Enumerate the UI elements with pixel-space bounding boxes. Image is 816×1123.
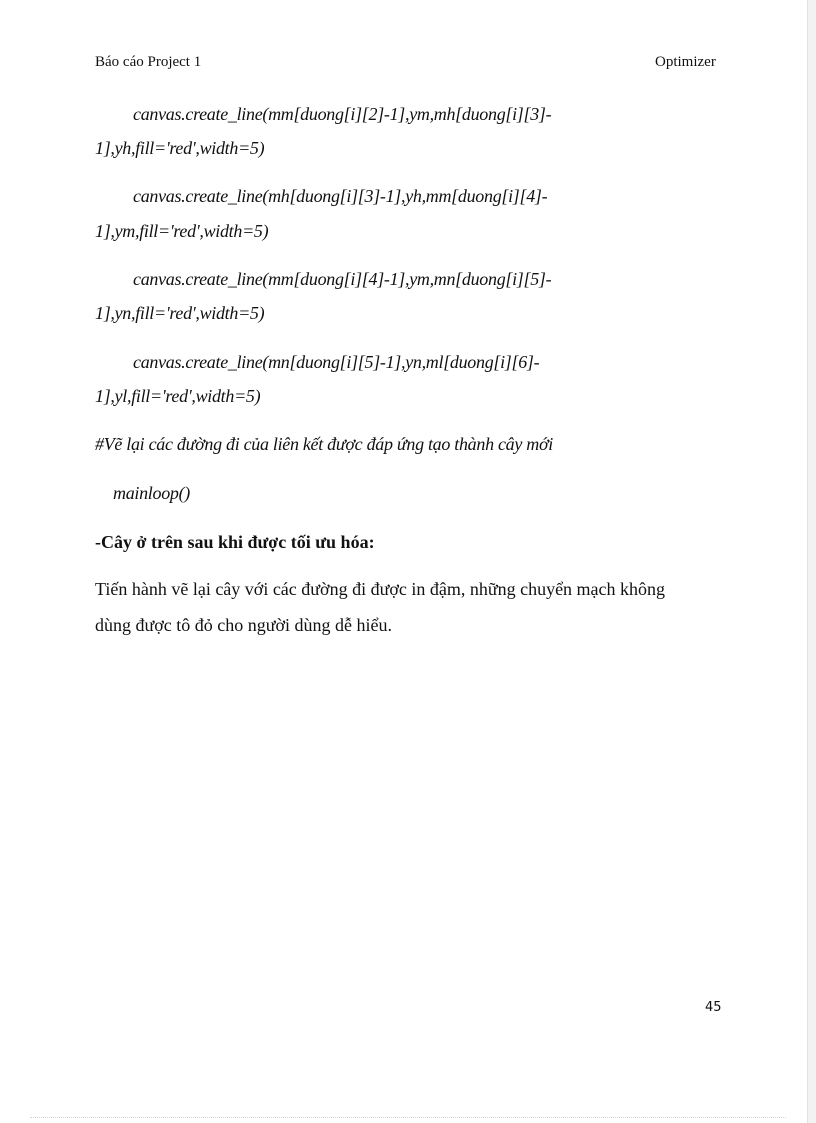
code-line: canvas.create_line(mn[duong[i][5]-1],yn,ml[duong[i][6]- — [133, 352, 540, 372]
code-line: canvas.create_line(mm[duong[i][2]-1],ym,mh[duong[i][3]- — [133, 104, 552, 124]
page-bottom-border — [30, 1117, 786, 1118]
code-line: canvas.create_line(mh[duong[i][3]-1],yh,mm[duong[i][4]- — [133, 186, 548, 206]
paragraph-line: dùng được tô đỏ cho người dùng dễ hiểu. — [95, 615, 393, 635]
paragraph-line: Tiến hành vẽ lại cây với các đường đi được in đậm, những chuyển mạch không — [95, 579, 666, 599]
page-right-edge — [807, 0, 816, 1123]
page-number: 45 — [705, 1000, 722, 1015]
code-comment: #Vẽ lại các đường đi của liên kết được đáp ứng tạo thành cây mới — [95, 434, 553, 454]
code-line: 1],yl,fill='red',width=5) — [95, 386, 261, 406]
section-heading: -Cây ở trên sau khi được tối ưu hóa: — [95, 532, 375, 552]
code-line: canvas.create_line(mm[duong[i][4]-1],ym,mn[duong[i][5]- — [133, 269, 552, 289]
header-title: Báo cáo Project 1 — [95, 54, 202, 70]
code-line: 1],ym,fill='red',width=5) — [95, 221, 269, 241]
header-section: Optimizer — [655, 54, 716, 70]
code-line: 1],yn,fill='red',width=5) — [95, 303, 265, 323]
code-line: 1],yh,fill='red',width=5) — [95, 138, 265, 158]
code-mainloop: mainloop() — [113, 483, 190, 503]
